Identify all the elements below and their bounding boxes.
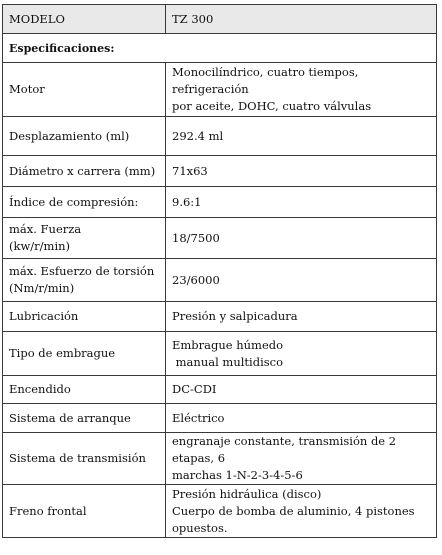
spec-label	[3, 376, 166, 404]
spec-row	[3, 117, 437, 156]
spec-row	[3, 302, 437, 332]
spec-row	[3, 433, 437, 485]
spec-label	[3, 63, 166, 117]
spec-value-line: opuestos.	[172, 520, 228, 535]
spec-value-line: Embrague húmedo	[172, 337, 284, 352]
spec-value	[166, 302, 437, 332]
spec-label-line: máx. Fuerza	[9, 222, 82, 236]
spec-value	[166, 332, 437, 376]
model-header-row	[3, 5, 437, 34]
spec-label	[3, 485, 166, 538]
spec-value	[166, 218, 437, 259]
spec-value-line: Cuerpo de bomba de aluminio, 4 pistones	[172, 503, 415, 518]
spec-row	[3, 376, 437, 404]
spec-label	[3, 156, 166, 187]
spec-label-line: Lubricación	[9, 309, 79, 323]
spec-row	[3, 63, 437, 117]
spec-row	[3, 156, 437, 187]
spec-label-line: Diámetro x carrera (mm)	[9, 163, 156, 178]
spec-value	[166, 433, 437, 485]
spec-value-line: Presión y salpicadura	[172, 309, 298, 323]
spec-value-line: 23/6000	[172, 272, 220, 287]
specifications-table	[2, 4, 437, 538]
spec-value	[166, 117, 437, 156]
spec-row	[3, 187, 437, 218]
spec-label	[3, 259, 166, 302]
spec-value-line: marchas 1-N-2-3-4-5-6	[172, 468, 303, 482]
spec-label	[3, 302, 166, 332]
spec-label	[3, 433, 166, 485]
spec-value-line: Eléctrico	[172, 410, 225, 425]
spec-label	[3, 332, 166, 376]
spec-label-line: Desplazamiento (ml)	[9, 128, 130, 143]
spec-value-line: 71x63	[172, 163, 208, 178]
spec-value	[166, 156, 437, 187]
spec-rows	[3, 63, 437, 538]
spec-label-line: máx. Esfuerzo de torsión	[9, 264, 155, 278]
spec-row	[3, 485, 437, 538]
spec-value	[166, 259, 437, 302]
spec-value	[166, 376, 437, 404]
spec-label-line: Sistema de transmisión	[9, 451, 146, 465]
spec-label	[3, 117, 166, 156]
spec-label-line: Motor	[9, 82, 45, 96]
spec-row	[3, 404, 437, 433]
spec-label-line: Sistema de arranque	[9, 410, 131, 425]
spec-value-line: manual multidisco	[172, 354, 284, 369]
model-label: MODELO	[3, 5, 166, 34]
model-value: TZ 300	[166, 5, 437, 34]
spec-value	[166, 187, 437, 218]
spec-value	[166, 404, 437, 433]
section-row	[3, 34, 437, 63]
spec-value-line: por aceite, DOHC, cuatro válvulas	[172, 99, 372, 113]
spec-label-line: Índice de compresión:	[9, 194, 139, 209]
section-title: Especificaciones:	[3, 34, 437, 63]
spec-value	[166, 63, 437, 117]
spec-value-line: 9.6:1	[172, 194, 202, 209]
spec-label-line: (kw/r/min)	[9, 239, 71, 253]
spec-row	[3, 259, 437, 302]
spec-label-line: Freno frontal	[9, 503, 87, 518]
spec-value	[166, 485, 437, 538]
spec-row	[3, 332, 437, 376]
spec-value-line: 292.4 ml	[172, 128, 224, 143]
spec-label-line: Tipo de embrague	[9, 346, 116, 360]
spec-value-line: Presión hidráulica (disco)	[172, 486, 322, 501]
spec-label	[3, 218, 166, 259]
spec-value-line: Monocilíndrico, cuatro tiempos, refrigeración	[172, 65, 359, 96]
spec-label-line: (Nm/r/min)	[9, 281, 75, 295]
spec-label	[3, 187, 166, 218]
spec-value-line: engranaje constante, transmisión de 2 etapas, 6	[172, 434, 397, 465]
spec-row	[3, 218, 437, 259]
spec-label	[3, 404, 166, 433]
spec-value-line: 18/7500	[172, 230, 220, 245]
spec-label-line: Encendido	[9, 382, 71, 396]
spec-value-line: DC-CDI	[172, 382, 217, 396]
